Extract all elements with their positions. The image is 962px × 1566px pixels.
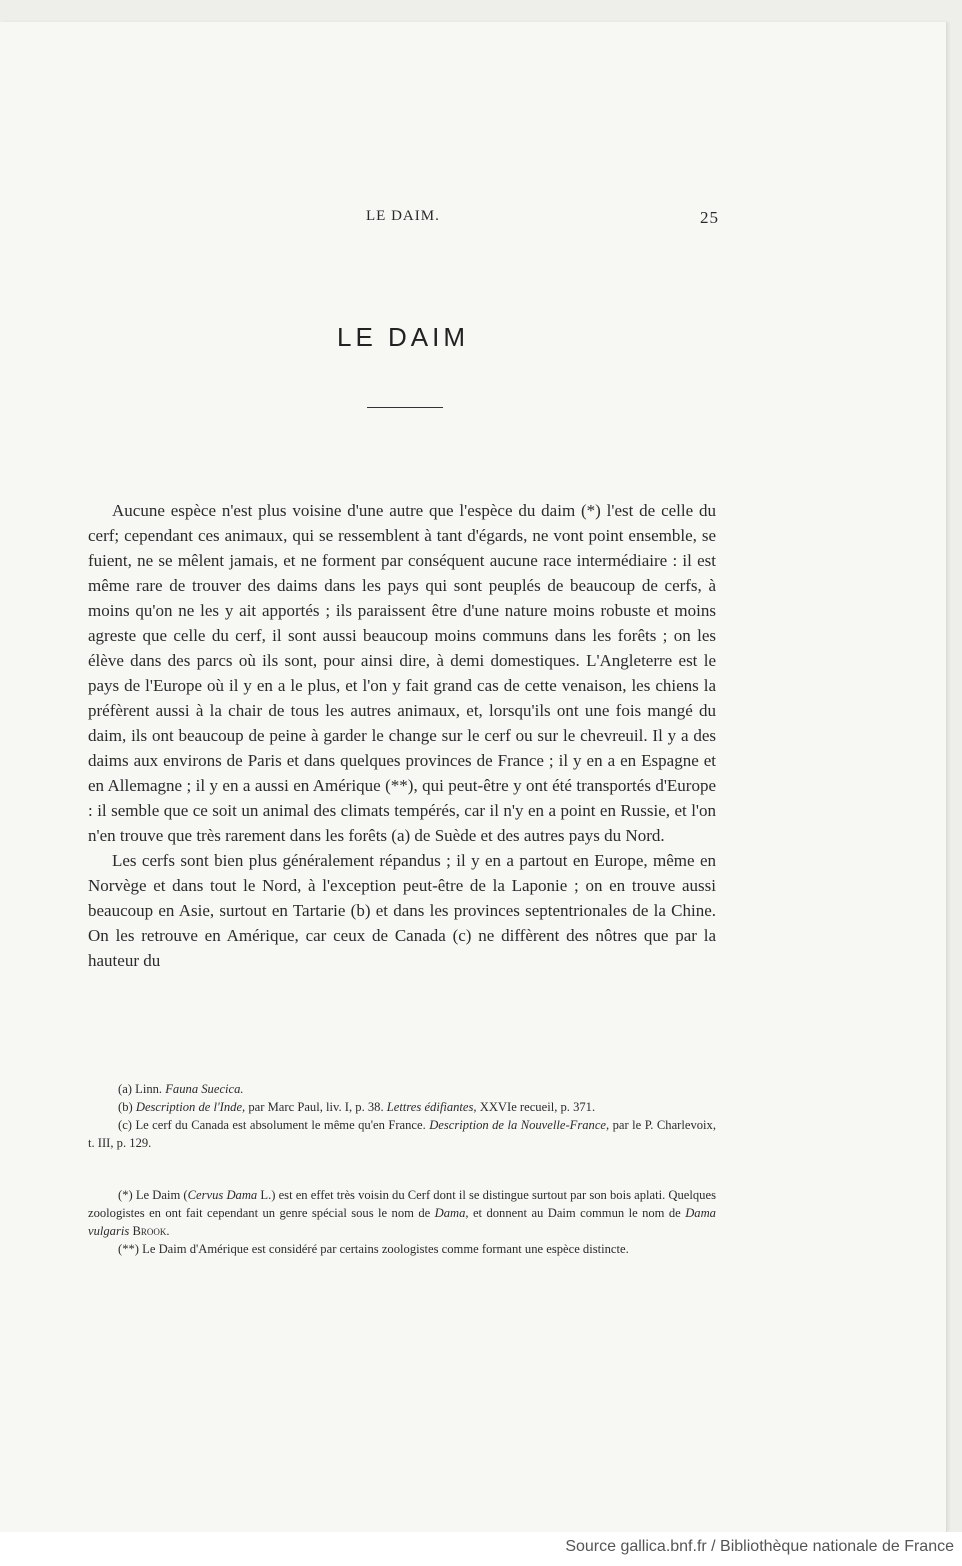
running-head bbox=[0, 208, 946, 228]
page-sheet bbox=[0, 22, 947, 1532]
note-text: et donnent au Daim commun le nom de bbox=[472, 1206, 681, 1220]
note-text: Le Daim d'Amérique est considéré par certains zoologistes comme formant une espèce distincte. bbox=[142, 1242, 629, 1256]
footnote-mark: (a) bbox=[118, 1082, 132, 1096]
note-text: Le Daim ( bbox=[135, 1188, 188, 1202]
footnote-mark: (c) bbox=[118, 1118, 132, 1132]
note-mark: (*) bbox=[118, 1188, 133, 1202]
footnote-italic: Description de la Nouvelle-France, bbox=[429, 1118, 610, 1132]
editor-note-double-star bbox=[88, 1240, 716, 1258]
chapter-title: LE DAIM bbox=[336, 322, 470, 352]
footnote-text: Le cerf du Canada est absolument le même qu'en France. bbox=[135, 1118, 426, 1132]
title-rule bbox=[367, 407, 443, 408]
page-number: 25 bbox=[700, 208, 719, 227]
note-italic: Dama vulgaris bbox=[88, 1206, 716, 1238]
footnote-text: Linn. bbox=[135, 1082, 163, 1096]
footnote-italic: Fauna Suecica. bbox=[165, 1082, 244, 1096]
footnote-c bbox=[88, 1116, 716, 1152]
footnote-text: par Marc Paul, liv. I, p. 38. bbox=[248, 1100, 384, 1114]
footnote-italic: Lettres édifiantes, bbox=[386, 1100, 477, 1114]
footnotes bbox=[88, 1080, 716, 1152]
note-italic: Dama, bbox=[434, 1206, 469, 1220]
note-mark: (**) bbox=[118, 1242, 139, 1256]
running-title: LE DAIM. bbox=[366, 208, 440, 224]
footnote-a bbox=[88, 1080, 716, 1098]
body-text bbox=[88, 498, 716, 973]
footnote-mark: (b) bbox=[118, 1100, 133, 1114]
footnote-b bbox=[88, 1098, 716, 1116]
body-paragraph-2: Les cerfs sont bien plus généralement répandus ; il y en a partout en Europe, même en Norvège et dans tout le Nord, à l'exception peut-être de la Laponie ; on en trouve aussi beaucoup en Asie, surtout en Tartarie (b) et dans les provinces septentrionales de la Chine. On les retrouve en Amérique, car ceux de Canada (c) ne diffèrent des nôtres que par la hauteur du bbox=[88, 851, 716, 970]
note-author: Brook. bbox=[132, 1224, 170, 1238]
editor-note-star bbox=[88, 1186, 716, 1240]
editor-notes bbox=[88, 1186, 716, 1258]
source-credit: Source gallica.bnf.fr / Bibliothèque nationale de France bbox=[565, 1538, 954, 1555]
body-paragraph-1: Aucune espèce n'est plus voisine d'une autre que l'espèce du daim (*) l'est de celle du cerf; cependant ces animaux, qui se ressemblent à tant d'égards, ne vont point ensemble, se fuient, ne se mêlent jamais, et ne forment par conséquent aucune race intermédiaire : il est même rare de trouver des daims dans les pays qui sont peuplés de beaucoup de cerfs, à moins qu'on ne les y ait apportés ; ils paraissent être d'une nature moins robuste et moins agreste que celle du cerf, il sont aussi beaucoup moins communs dans les forêts ; on les élève dans des parcs où ils sont, pour ainsi dire, à demi domestiques. L'Angleterre est le pays de l'Europe où il y en a le plus, et l'on y fait grand cas de cette venaison, les chiens la préfèrent aussi à la chair de tous les autres animaux, et, lorsqu'ils ont une fois mangé du daim, ils ont beaucoup de peine à garder le change sur le cerf ou sur le chevreuil. Il y a des daims aux environs de Paris et dans quelques provinces de France ; il y en a en Espagne et en Allemagne ; il y en a aussi en Amérique (**), qui peut-être y ont été transportés d'Europe : il semble que ce soit un animal des climats tempérés, car il n'y en a point en Russie, et l'on n'en trouve que très rarement dans les forêts (a) de Suède et des autres pays du Nord. bbox=[88, 501, 716, 845]
footnote-text: par le P. Charlevoix, t. III, p. 129. bbox=[88, 1118, 716, 1150]
note-text: L.) est en effet très voisin du Cerf dont il se distingue surtout par son bois aplati. Quelques zoologistes en ont fait cependant un genre spécial sous le nom de bbox=[88, 1188, 716, 1220]
source-bar bbox=[0, 1532, 962, 1566]
note-italic: Cervus Dama bbox=[187, 1188, 258, 1202]
footnote-text: XXVIe recueil, p. 371. bbox=[479, 1100, 596, 1114]
footnote-italic: Description de l'Inde, bbox=[135, 1100, 246, 1114]
